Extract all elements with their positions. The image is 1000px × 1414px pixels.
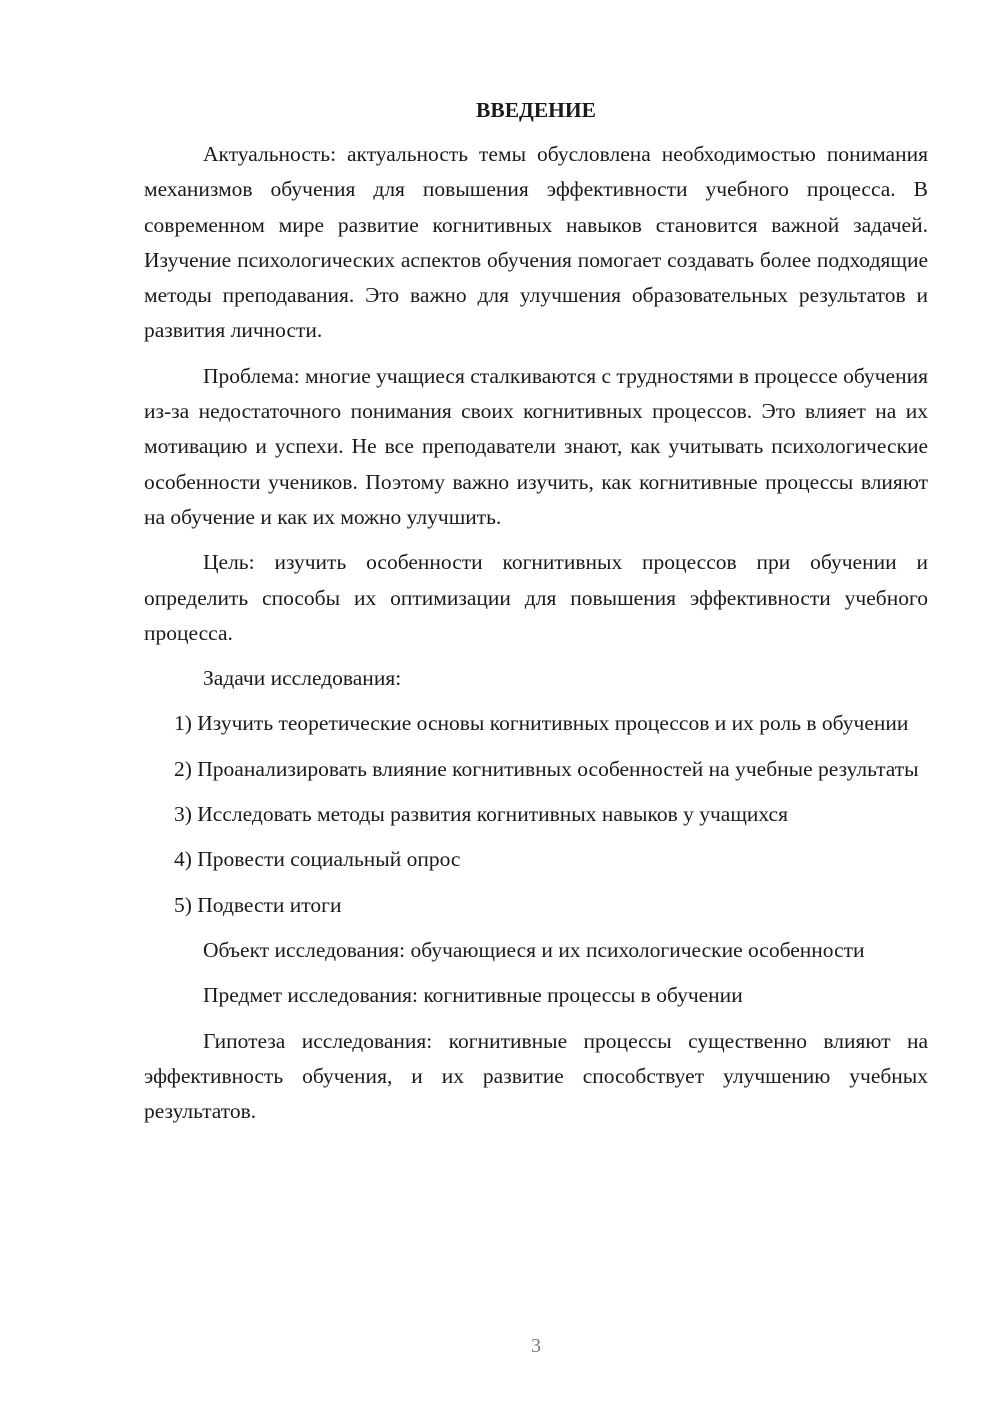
paragraph-hypothesis: Гипотеза исследования: когнитивные процессы существенно влияют на эффективность обучения, и их развитие способствует улучшению учебных результатов.: [144, 1028, 928, 1124]
paragraph-problem: Проблема: многие учащиеся сталкиваются с трудностями в процессе обучения из-за недостаточного понимания своих когнитивных процессов. Это влияет на их мотивацию и успехи. Не все преподаватели знают, как учитывать психологические особенности учеников. Поэтому важно изучить, как когнитивные процессы влияют на обучение и как их можно улучшить.: [144, 363, 928, 529]
paragraph-goal: Цель: изучить особенности когнитивных процессов при обучении и определить способы их оптимизации для повышения эффективности учебного процесса.: [144, 550, 928, 645]
task-item-1: 1) Изучить теоретические основы когнитивных процессов и их роль в обучении: [174, 711, 909, 736]
page-number: 3: [531, 1335, 541, 1357]
task-item-2: 2) Проанализировать влияние когнитивных особенностей на учебные результаты: [174, 756, 919, 781]
tasks-heading: Задачи исследования:: [203, 666, 402, 691]
task-item-3: 3) Исследовать методы развития когнитивных навыков у учащихся: [174, 802, 788, 827]
task-item-5: 5) Подвести итоги: [174, 892, 342, 917]
paragraph-object: Объект исследования: обучающиеся и их психологические особенности: [203, 937, 865, 962]
paragraph-subject: Предмет исследования: когнитивные процессы в обучении: [203, 983, 743, 1008]
section-title: ВВЕДЕНИЕ: [476, 98, 596, 122]
document-body: [144, 95, 928, 1139]
paragraph-relevance: Актуальность: актуальность темы обусловлена необходимостью понимания механизмов обучения для повышения эффективности учебного процесса. В современном мире развитие когнитивных навыков становится важной задачей. Изучение психологических аспектов обучения помогает создавать более подходящие методы преподавания. Это важно для улучшения образовательных результатов и развития личности.: [144, 142, 928, 343]
task-item-4: 4) Провести социальный опрос: [174, 847, 461, 872]
